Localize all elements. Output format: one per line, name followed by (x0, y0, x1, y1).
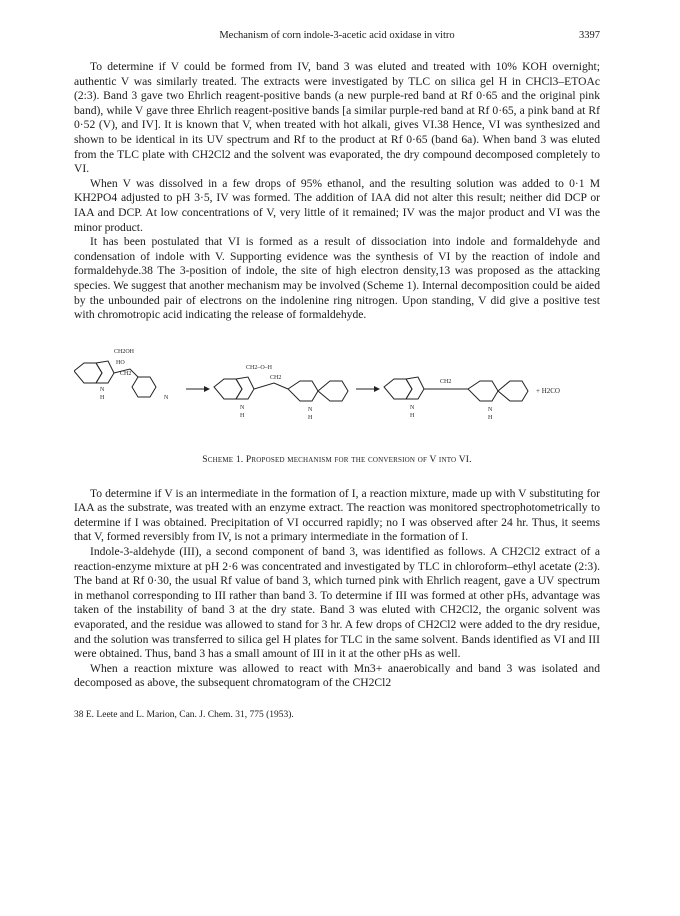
label-ho: HO (116, 359, 125, 366)
label-h-1: H (100, 394, 105, 401)
label-ch2oh: CH2OH (114, 348, 135, 355)
paragraph-5: Indole-3-aldehyde (III), a second component of band 3, was identified as follows. A CH2Cl2 extract of a reaction-enzyme mixture at pH 2·6 was concentrated and investigated by TLC in chloroform–ethyl acetate (2:3). The band at Rf 0·30, the usual Rf value of band 3, which turned pink with Ehrlich reagent, gave a UV spectrum in methanol corresponding to III rather than band 3. To determine if III was formed at other pHs, advantage was taken of the instability of band 3 at the dry state. Band 3 was eluted with CH2Cl2, the organic solvent was evaporated, and the residue was allowed to stand for 3 hr. A few drops of CH2Cl2 were added to the dry residue, and the solution was transferred to silica gel H plates for TLC in the same solvent. Bands identified as VI and III were obtained. Thus, band 3 has a small amount of III in it at the other pHs as well. (74, 545, 600, 661)
paragraph-1: To determine if V could be formed from IV, band 3 was eluted and treated with 10% KOH overnight; authentic V was similarly treated. The extracts were investigated by TLC on silica gel H in CHCl3–ETOAc (2:3). Band 3 gave two Ehrlich reagent-positive bands (a new purple-red band at Rf 0·65 and the original pink band), while V gave three Ehrlich reagent-positive bands [a similar purple-red band at Rf 0·65, a pink band at Rf 0·52 (V), and IV]. It is known that V, when treated with hot alkali, gives VI.38 Hence, VI was synthesized and shown to be identical in its UV spectrum and Rf to the product at Rf 0·65 (band 6a). When band 3 was eluted from the TLC plate with CH2Cl2 and the solvent was evaporated, the dry compound decomposed completely to VI. (74, 60, 600, 176)
structure-vi (384, 377, 528, 401)
scheme-1-structures (74, 333, 600, 451)
label-n-2: N (240, 404, 245, 411)
scheme-1-figure (74, 333, 600, 451)
label-h-2b: H (308, 414, 313, 421)
footnote-38: 38 E. Leete and L. Marion, Can. J. Chem. 31, 775 (1953). (74, 710, 294, 720)
label-h-3b: H (488, 414, 493, 421)
label-n-2b: N (308, 406, 313, 413)
structure-v (74, 361, 156, 397)
label-h-2: H (240, 412, 245, 419)
label-n-1: N (100, 386, 105, 393)
running-header (74, 30, 600, 46)
label-ch2-2: CH2 (270, 374, 282, 381)
label-n-1b: N (164, 394, 169, 401)
label-ch2-o-h: CH2–O–H (246, 364, 273, 371)
label-n-3: N (410, 404, 415, 411)
label-h-3: H (410, 412, 415, 419)
label-ch2-3: CH2 (440, 378, 452, 385)
paragraph-3: It has been postulated that VI is formed as a result of dissociation into indole and formaldehyde and condensation of indole with V. Supporting evidence was the synthesis of VI by the reaction of indole and formaldehyde.38 The 3-position of indole, the site of high electron density,13 was proposed as the attacking species. We suggest that another mechanism may be involved (Scheme 1). Internal decomposition could be aided by the unbounded pair of electrons on the indolenine ring nitrogen. Upon standing, V did give a positive test with chromotropic acid indicating the release of formaldehyde. (74, 235, 600, 322)
paragraph-2: When V was dissolved in a few drops of 95% ethanol, and the resulting solution was added to 0·1 M KH2PO4 adjusted to pH 3·5, IV was formed. The addition of IAA did not alter this result; neither did DCP or IAA and DCP. At low concentrations of V, very little of it remained; IV was the major product and VI was the minor product. (74, 176, 600, 234)
label-plus-h2co: + H2CO (536, 386, 560, 395)
running-title: Mechanism of corn indole-3-acetic acid oxidase in vitro (219, 30, 455, 41)
scheme-caption: Scheme 1. Proposed mechanism for the conversion of V into VI. (202, 454, 472, 465)
label-n-3b: N (488, 406, 493, 413)
paragraph-6: When a reaction mixture was allowed to react with Mn3+ anaerobically and band 3 was isolated and decomposed as above, the subsequent chromatogram of the CH2Cl2 (74, 661, 600, 690)
paragraph-4: To determine if V is an intermediate in the formation of I, a reaction mixture, made up with V substituting for IAA as the substrate, was treated with an enzyme extract. The reaction was monitored spectrophotometrically to determine if I was obtained. Precipitation of VI occurred rapidly; no I was observed after 24 hr. Thus, it seems that V, formed reversibly from IV, is not a primary intermediate in the formation of I. (74, 486, 600, 544)
page-number: 3397 (579, 30, 600, 41)
paper-page (74, 30, 600, 721)
label-ch2-1: CH2 (120, 370, 132, 377)
